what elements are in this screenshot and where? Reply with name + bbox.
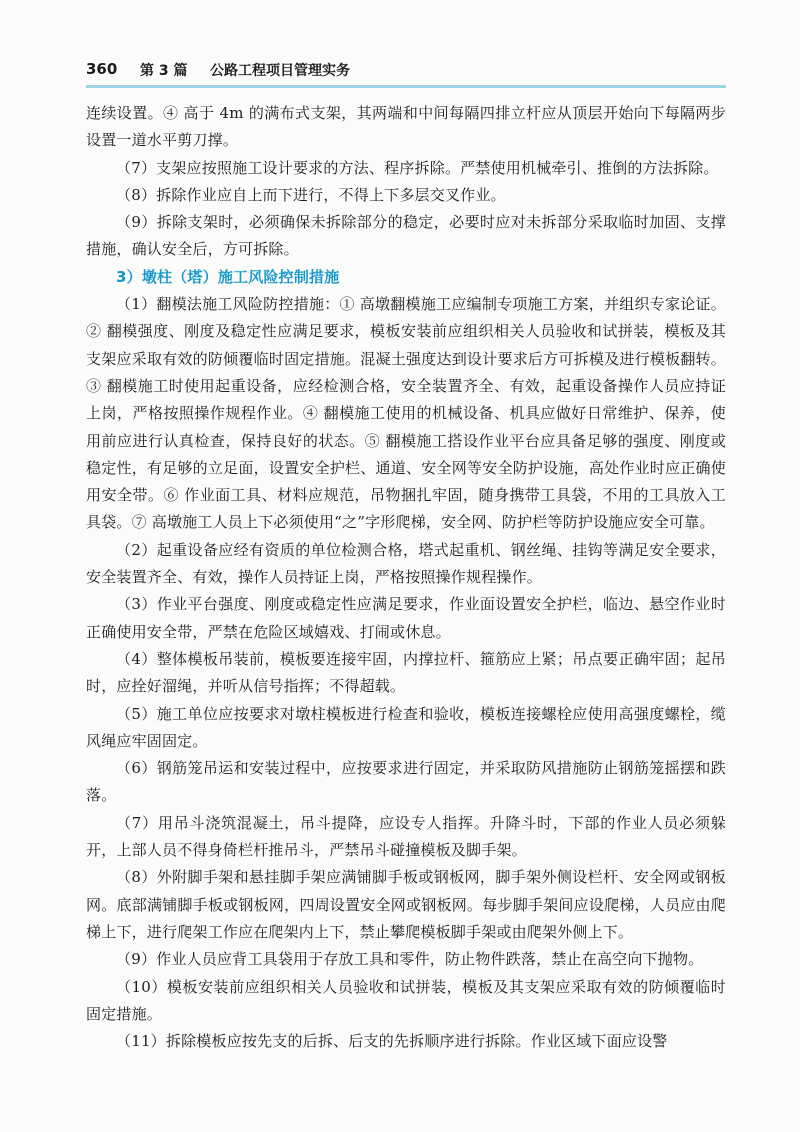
page-body bbox=[86, 100, 726, 1055]
book-title: 公路工程项目管理实务 bbox=[210, 63, 350, 79]
paragraph: （8）拆除作业应自上而下进行，不得上下多层交叉作业。 bbox=[116, 185, 506, 204]
header-rule bbox=[86, 85, 726, 88]
part-label: 第 3 篇 bbox=[140, 63, 188, 79]
paragraph: （10）模板安装前应组织相关人员验收和试拼装，模板及其支架应采取有效的防倾覆临时固定措施。 bbox=[86, 977, 726, 1023]
paragraph: （5）施工单位应按要求对墩柱模板进行检查和验收，模板连接螺栓应使用高强度螺栓，缆风绳应牢固固定。 bbox=[86, 704, 726, 750]
paragraph: （2）起重设备应经有资质的单位检测合格，塔式起重机、钢丝绳、挂钩等满足安全要求，安全装置齐全、有效，操作人员持证上岗，严格按照操作规程操作。 bbox=[86, 540, 726, 587]
paragraph: （9）拆除支架时，必须确保未拆除部分的稳定，必要时应对未拆部分采取临时加固、支撑措施，确认安全后，方可拆除。 bbox=[86, 213, 726, 259]
paragraph: （8）外附脚手架和悬挂脚手架应满铺脚手板或钢板网，脚手架外侧设栏杆、安全网或钢板网。底部满铺脚手板或钢板网，四周设置安全网或钢板网。每步脚手架间应设爬梯，人员应由爬梯上下，进行爬架工作应在爬架内上下，禁止攀爬模板脚手架或由爬架外侧上下。 bbox=[86, 868, 726, 941]
running-header bbox=[86, 56, 726, 84]
paragraph: （7）用吊斗浇筑混凝土，吊斗提降，应设专人指挥。升降斗时，下部的作业人员必须躲开，上部人员不得身倚栏杆推吊斗，严禁吊斗碰撞模板及脚手架。 bbox=[86, 813, 726, 860]
paragraph: （6）钢筋笼吊运和安装过程中，应按要求进行固定，并采取防风措施防止钢筋笼摇摆和跌落。 bbox=[86, 759, 726, 805]
paragraph: （3）作业平台强度、刚度或稳定性应满足要求，作业面设置安全护栏，临边、悬空作业时正确使用安全带，严禁在危险区域嬉戏、打闹或休息。 bbox=[86, 595, 726, 641]
paragraph: （1）翻模法施工风险防控措施：① 高墩翻模施工应编制专项施工方案，并组织专家论证。② 翻模强度、刚度及稳定性应满足要求，模板安装前应组织相关人员验收和试拼装，模板及其支架应采取有效的防倾覆临时固定措施。混凝土强度达到设计要求后方可拆模及进行模板翻转。③ 翻模施工时使用起重设备，应经检测合格，安全装置齐全、有效，起重设备操作人员应持证上岗，严格按照操作规程作业。④ 翻模施工使用的机械设备、机具应做好日常维护、保养，使用前应进行认真检查，保持良好的状态。⑤ 翻模施工搭设作业平台应具备足够的强度、刚度或稳定性，有足够的立足面，设置安全护栏、通道、安全网等安全防护设施，高处作业时应正确使用安全带。⑥ 作业面工具、材料应规范，吊物捆扎牢固，随身携带工具袋，不用的工具放入工具袋。⑦ 高墩施工人员上下必须使用“之”字形爬梯，安全网、防护栏等防护设施应安全可靠。 bbox=[86, 295, 726, 532]
paragraph: （4）整体模板吊装前，模板要连接牢固，内撑拉杆、箍筋应上紧；吊点要正确牢固；起吊时，应拴好溜绳，并听从信号指挥；不得超载。 bbox=[86, 649, 726, 696]
section-heading: 3）墩柱（塔）施工风险控制措施 bbox=[116, 267, 340, 286]
paragraph: （11）拆除模板应按先支的后拆、后支的先拆顺序进行拆除。作业区域下面应设警 bbox=[116, 1032, 668, 1051]
paragraph: （9）作业人员应背工具袋用于存放工具和零件，防止物件跌落，禁止在高空向下抛物。 bbox=[116, 950, 704, 969]
page-number: 360 bbox=[86, 60, 118, 78]
paragraph-continued: 连续设置。④ 高于 4m 的满布式支架，其两端和中间每隔四排立杆应从顶层开始向下每隔两步设置一道水平剪刀撑。 bbox=[86, 104, 726, 150]
paragraph: （7）支架应按照施工设计要求的方法、程序拆除。严禁使用机械牵引、推倒的方法拆除。 bbox=[116, 158, 719, 177]
